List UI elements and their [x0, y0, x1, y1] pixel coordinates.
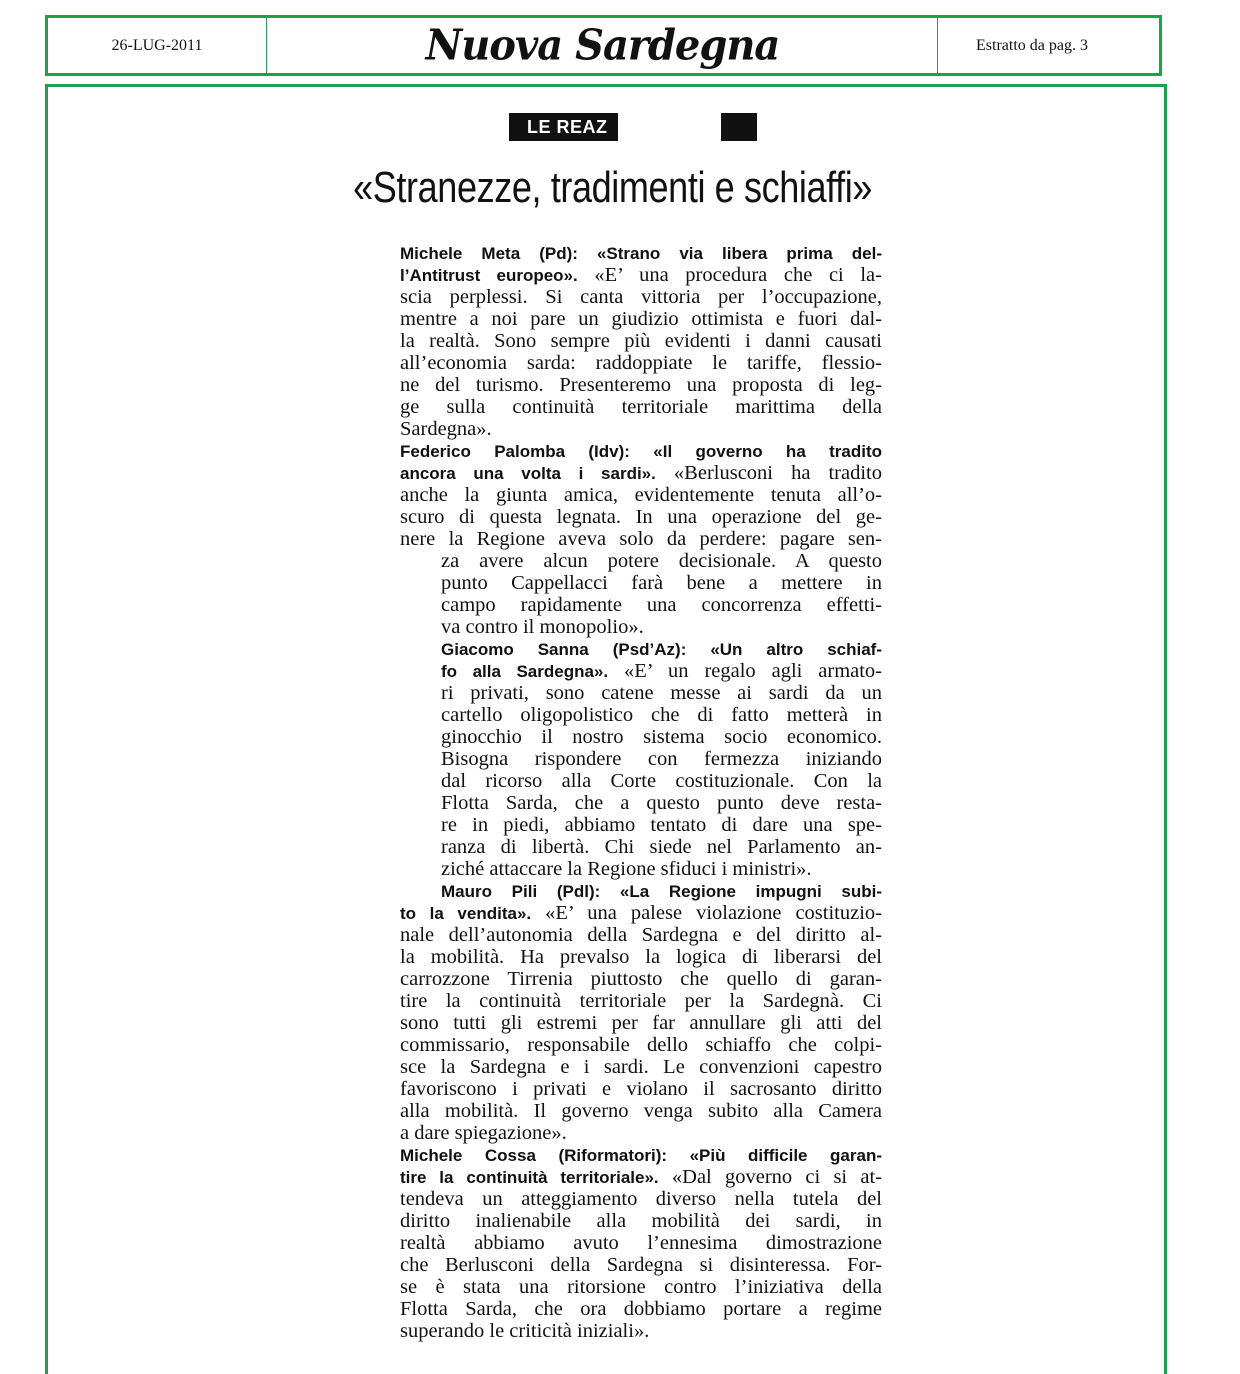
article-line	[400, 1078, 882, 1100]
article-line	[400, 1122, 882, 1144]
body-text: all’economia sarda: raddoppiate le tariffe, flessio-	[400, 352, 882, 374]
article-line	[400, 990, 882, 1012]
article-line	[400, 1144, 882, 1166]
article-line	[441, 682, 882, 704]
body-text: che Berlusconi della Sardegna si disinteressa. For-	[400, 1254, 882, 1276]
body-text: za avere alcun potere decisionale. A questo	[441, 550, 882, 572]
article-line	[400, 1210, 882, 1232]
speaker-lead: Michele Meta (Pd): «Strano via libera prima del-	[400, 244, 882, 263]
speaker-lead: Michele Cossa (Riformatori): «Più difficile garan-	[400, 1146, 882, 1165]
body-text: ranza di libertà. Chi siede nel Parlamento an-	[441, 836, 882, 858]
body-text: punto Cappellacci farà bene a mettere in	[441, 572, 882, 594]
article-line	[441, 660, 882, 682]
article-line	[441, 638, 882, 660]
body-text: «E’ un regalo agli armato-	[608, 660, 882, 682]
body-text: realtà abbiamo avuto l’ennesima dimostrazione	[400, 1232, 882, 1254]
body-text: Flotta Sarda, che a questo punto deve resta-	[441, 792, 882, 814]
body-text: «Berlusconi ha tradito	[655, 462, 882, 484]
speaker-lead: l’Antitrust europeo».	[400, 266, 578, 285]
article-line	[400, 506, 882, 528]
article-line	[400, 946, 882, 968]
body-text: cartello oligopolistico che di fatto metterà in	[441, 704, 882, 726]
body-text: ginocchio il nostro sistema socio economico.	[441, 726, 882, 748]
article-line	[400, 1034, 882, 1056]
body-text: commissario, responsabile dello schiaffo che colpi-	[400, 1034, 882, 1056]
article-line	[400, 528, 882, 550]
article-line	[400, 462, 882, 484]
article-line	[441, 616, 882, 638]
kicker-redaction-block	[721, 113, 757, 141]
article-line	[441, 814, 882, 836]
speaker-lead: fo alla Sardegna».	[441, 662, 609, 681]
body-text: tendeva un atteggiamento diverso nella tutela del	[400, 1188, 882, 1210]
body-text: sce la Sardegna e i sardi. Le convenzioni capestro	[400, 1056, 882, 1078]
body-text: la realtà. Sono sempre più evidenti i danni causati	[400, 330, 882, 352]
body-text: dal ricorso alla Corte costituzionale. Con la	[441, 770, 882, 792]
speaker-lead: ancora una volta i sardi».	[400, 464, 656, 483]
body-text: diritto inalienabile alla mobilità dei sardi, in	[400, 1210, 882, 1232]
body-text: carrozzone Tirrenia piuttosto che quello di garan-	[400, 968, 882, 990]
body-text: se è stata una ritorsione contro l’iniziativa della	[400, 1276, 882, 1298]
body-text: nere la Regione aveva solo da perdere: pagare sen-	[400, 528, 882, 550]
article-line	[400, 352, 882, 374]
section-kicker: LE REAZ	[509, 113, 618, 141]
body-text: anche la giunta amica, evidentemente tenuta all’o-	[400, 484, 882, 506]
article-line	[400, 968, 882, 990]
article-line	[400, 1100, 882, 1122]
body-text: campo rapidamente una concorrenza effetti-	[441, 594, 882, 616]
article-line	[400, 242, 882, 264]
body-text: ri privati, sono catene messe ai sardi da un	[441, 682, 882, 704]
article-body	[400, 242, 882, 1342]
body-text: Sardegna».	[400, 418, 492, 440]
article-line	[400, 1232, 882, 1254]
article-line	[441, 880, 882, 902]
article-line	[441, 572, 882, 594]
newspaper-logo: Nuova Sardegna	[425, 20, 780, 71]
body-text: favoriscono i privati e violano il sacrosanto diritto	[400, 1078, 882, 1100]
article-line	[441, 792, 882, 814]
body-text: «Dal governo ci si at-	[658, 1166, 882, 1188]
article-line	[400, 1166, 882, 1188]
body-text: ne del turismo. Presenteremo una proposta di leg-	[400, 374, 882, 396]
body-text: tire la continuità territoriale per la Sardegnà. Ci	[400, 990, 882, 1012]
article-line	[441, 550, 882, 572]
article-line	[400, 418, 882, 440]
article-line	[441, 726, 882, 748]
article-line	[400, 264, 882, 286]
body-text: re in piedi, abbiamo tentato di dare una spe-	[441, 814, 882, 836]
article-line	[400, 1056, 882, 1078]
article-line	[400, 484, 882, 506]
article-line	[400, 440, 882, 462]
body-text: ge sulla continuità territoriale marittima della	[400, 396, 882, 418]
body-text: scia perplessi. Si canta vittoria per l’occupazione,	[400, 286, 882, 308]
body-text: a dare spiegazione».	[400, 1122, 567, 1144]
article-line	[400, 330, 882, 352]
body-text: Flotta Sarda, che ora dobbiamo portare a regime	[400, 1298, 882, 1320]
body-text: sono tutti gli estremi per far annullare gli atti del	[400, 1012, 882, 1034]
body-text: superando le criticità iniziali».	[400, 1320, 650, 1342]
article-line	[441, 836, 882, 858]
body-text: «E’ una procedura che ci la-	[577, 264, 882, 286]
article-headline: «Stranezze, tradimenti e schiaffi»	[353, 163, 872, 212]
newspaper-header	[45, 15, 1162, 76]
article-line	[400, 286, 882, 308]
article-line	[400, 1254, 882, 1276]
article-line	[400, 308, 882, 330]
body-text: mentre a noi pare un giudizio ottimista e fuori dal-	[400, 308, 882, 330]
article-line	[441, 704, 882, 726]
article-line	[400, 374, 882, 396]
page-reference: Estratto da pag. 3	[937, 18, 1159, 73]
speaker-lead: tire la continuità territoriale».	[400, 1168, 659, 1187]
body-text: scuro di questa legnata. In una operazione del ge-	[400, 506, 882, 528]
body-text: alla mobilità. Il governo venga subito alla Camera	[400, 1100, 882, 1122]
article-line	[400, 924, 882, 946]
article-line	[441, 748, 882, 770]
speaker-lead: Federico Palomba (Idv): «Il governo ha tradito	[400, 442, 882, 461]
article-line	[400, 1012, 882, 1034]
article-line	[441, 858, 882, 880]
body-text: ziché attaccare la Regione sfiduci i ministri».	[441, 858, 812, 880]
speaker-lead: to la vendita».	[400, 904, 532, 923]
article-line	[400, 1320, 882, 1342]
article-line	[400, 396, 882, 418]
body-text: va contro il monopolio».	[441, 616, 644, 638]
article-line	[400, 1276, 882, 1298]
article-line	[441, 770, 882, 792]
body-text: Bisogna rispondere con fermezza iniziando	[441, 748, 882, 770]
article-line	[400, 1188, 882, 1210]
article-line	[400, 902, 882, 924]
body-text: nale dell’autonomia della Sardegna e del diritto al-	[400, 924, 882, 946]
speaker-lead: Mauro Pili (Pdl): «La Regione impugni subi-	[441, 882, 882, 901]
article-line	[400, 1298, 882, 1320]
body-text: la mobilità. Ha prevalso la logica di liberarsi del	[400, 946, 882, 968]
speaker-lead: Giacomo Sanna (Psd’Az): «Un altro schiaf-	[441, 640, 882, 659]
article-line	[441, 594, 882, 616]
publication-date: 26-LUG-2011	[48, 18, 267, 73]
body-text: «E’ una palese violazione costituzio-	[531, 902, 882, 924]
